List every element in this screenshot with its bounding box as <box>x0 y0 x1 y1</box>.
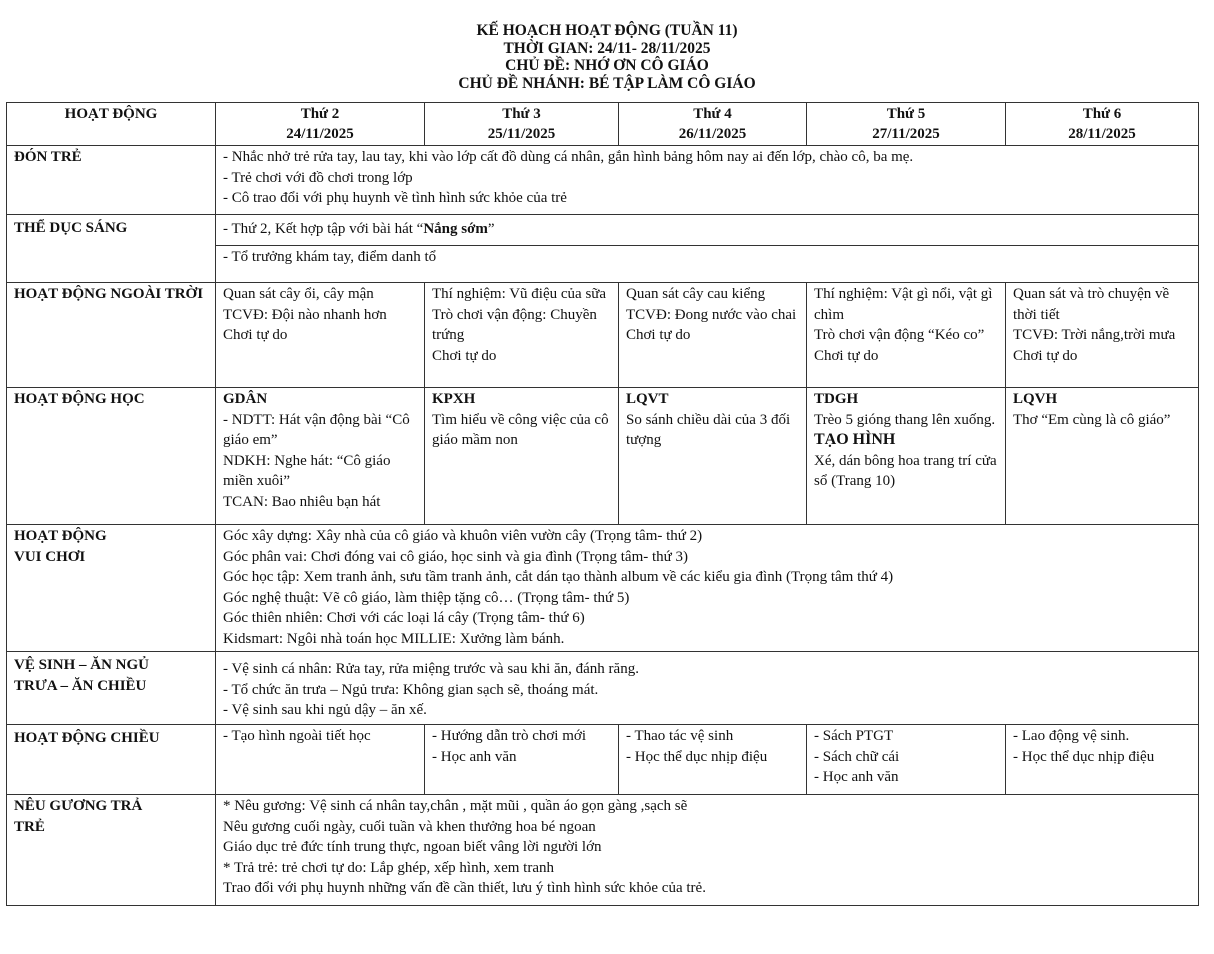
plan-theme: CHỦ ĐỀ: NHỚ ƠN CÔ GIÁO <box>505 57 709 74</box>
text-line: Nêu gương cuối ngày, cuối tuần và khen thưởng hoa bé ngoan <box>223 818 596 835</box>
text-line: - NDTT: Hát vận động bài “Cô giáo em” <box>223 411 410 448</box>
text-line: Góc thiên nhiên: Chơi với các loại lá cây (Trọng tâm- thứ 6) <box>223 610 585 626</box>
row-label: ĐÓN TRẺ <box>7 146 216 215</box>
the-duc-line-1 <box>216 215 1199 246</box>
text-line: NDKH: Nghe hát: “Cô giáo miền xuôi” <box>223 452 391 489</box>
chieu-fri <box>1006 725 1199 795</box>
text-line: Quan sát và trò chuyện về thời tiết <box>1013 286 1170 323</box>
text-line: Trao đổi với phụ huynh những vấn đề cần thiết, lưu ý tình hình sức khỏe của trẻ. <box>223 880 706 896</box>
text-line: - Tổ chức ăn trưa – Ngủ trưa: Không gian sạch sẽ, thoáng mát. <box>223 681 599 698</box>
row-label: NÊU GƯƠNG TRẢ TRẺ <box>7 795 216 906</box>
text-line: TCVĐ: Đội nào nhanh hơn <box>223 306 387 323</box>
text-line: - Tạo hình ngoài tiết học <box>223 728 371 744</box>
subject-title: TDGH <box>814 391 859 407</box>
hoc-tue <box>425 388 619 525</box>
text-line: Trèo 5 gióng thang lên xuống. <box>814 411 996 428</box>
ngoai-troi-thu <box>807 283 1006 388</box>
day-date: 26/11/2025 <box>678 126 747 142</box>
row-hoat-dong-chieu <box>7 725 1199 795</box>
subject-title: LQVH <box>1013 391 1058 407</box>
vui-choi-content <box>216 525 1199 652</box>
col-header-fri <box>1006 103 1199 146</box>
text-line: - Vệ sinh sau khi ngủ dậy – ăn xế. <box>223 702 427 718</box>
song-title: Nắng sớm <box>423 221 488 238</box>
text-line: Góc xây dựng: Xây nhà của cô giáo và khuôn viên vườn cây (Trọng tâm- thứ 2) <box>223 528 703 544</box>
chieu-thu <box>807 725 1006 795</box>
text-line: Trò chơi vận động: Chuyền trứng <box>432 306 597 343</box>
day-name: Thứ 3 <box>502 106 541 122</box>
row-label: HOẠT ĐỘNG CHIỀU <box>7 725 216 795</box>
subject-title: LQVT <box>626 391 669 407</box>
col-header-tue <box>425 103 619 146</box>
text-line: Xé, dán bông hoa trang trí cửa sổ (Trang 10) <box>814 452 997 489</box>
neu-guong-content <box>216 795 1199 906</box>
day-date: 27/11/2025 <box>872 126 940 142</box>
day-name: Thứ 5 <box>886 106 926 122</box>
text-line: - Học thể dục nhịp điệu <box>626 748 768 765</box>
text-line: - Sách chữ cái <box>814 748 900 765</box>
text-line: - Cô trao đổi với phụ huynh về tình hình sức khỏe của trẻ <box>223 190 567 206</box>
chieu-wed <box>619 725 807 795</box>
text-line: Chơi tự do <box>626 327 691 343</box>
text-line: Chơi tự do <box>1013 347 1078 364</box>
text-line: Quan sát cây ổi, cây mận <box>223 286 374 302</box>
hoc-thu <box>807 388 1006 525</box>
text-line: * Nêu gương: Vệ sinh cá nhân tay,chân , mặt mũi , quần áo gọn gàng ,sạch sẽ <box>223 798 688 814</box>
day-name: Thứ 4 <box>693 106 732 122</box>
text-line: - Sách PTGT <box>814 728 894 744</box>
day-date: 28/11/2025 <box>1068 126 1136 142</box>
col-header-wed <box>619 103 807 146</box>
chieu-mon <box>216 725 425 795</box>
row-label: THỂ DỤC SÁNG <box>7 215 216 283</box>
row-vui-choi <box>7 525 1199 652</box>
plan-subtheme: CHỦ ĐỀ NHÁNH: BÉ TẬP LÀM CÔ GIÁO <box>458 74 756 92</box>
hoc-wed <box>619 388 807 525</box>
don-tre-content <box>216 146 1199 215</box>
row-label: HOẠT ĐỘNG VUI CHƠI <box>7 525 216 652</box>
text-line: Quan sát cây cau kiểng <box>626 286 766 302</box>
text-line: So sánh chiều dài của 3 đối tượng <box>626 411 791 448</box>
ve-sinh-content <box>216 652 1199 725</box>
text-line: - Lao động vệ sinh. <box>1013 728 1130 744</box>
subject-title: KPXH <box>432 391 476 407</box>
text-line: - Trẻ chơi với đồ chơi trong lớp <box>223 169 413 186</box>
plan-time: THỜI GIAN: 24/11- 28/11/2025 <box>503 39 711 57</box>
ngoai-troi-wed <box>619 283 807 388</box>
text-fragment: - Thứ 2, Kết hợp tập với bài hát “ <box>223 221 424 238</box>
ngoai-troi-mon <box>216 283 425 388</box>
hoc-fri <box>1006 388 1199 525</box>
text-line: - Thao tác vệ sinh <box>626 728 734 744</box>
text-line: TCVĐ: Đong nước vào chai <box>626 306 797 323</box>
plan-title: KẾ HOẠCH HOẠT ĐỘNG (TUẦN 11) <box>476 22 738 39</box>
subject-title: GDÂN <box>223 391 268 407</box>
row-don-tre <box>7 146 1199 215</box>
ngoai-troi-fri <box>1006 283 1199 388</box>
weekly-plan-table <box>6 102 1199 906</box>
chieu-tue <box>425 725 619 795</box>
text-line: Thí nghiệm: Vật gì nổi, vật gì chìm <box>814 286 993 323</box>
plan-header <box>0 22 1214 92</box>
day-name: Thứ 2 <box>300 106 340 122</box>
text-line: Tìm hiểu về công việc của cô giáo mầm non <box>432 411 609 448</box>
row-label: HOẠT ĐỘNG NGOÀI TRỜI <box>7 283 216 388</box>
text-line: Kidsmart: Ngôi nhà toán học MILLIE: Xưởng làm bánh. <box>223 630 565 647</box>
text-line: Trò chơi vận động “Kéo co” <box>814 327 985 343</box>
ngoai-troi-tue <box>425 283 619 388</box>
text-line: - Nhắc nhở trẻ rửa tay, lau tay, khi vào lớp cất đồ dùng cá nhân, gắn hình bảng hôm nay ai đến lớp, chào cô, ba mẹ. <box>223 149 914 165</box>
text-fragment: ” <box>487 221 495 238</box>
text-line: Chơi tự do <box>814 347 879 364</box>
row-the-duc-sang <box>7 215 1199 246</box>
text-line: TCVĐ: Trời nắng,trời mưa <box>1013 327 1176 343</box>
text-line: - Hướng dẫn trò chơi mới <box>432 728 586 744</box>
text-line: Thí nghiệm: Vũ điệu của sữa <box>432 286 607 302</box>
table-header-row <box>7 103 1199 146</box>
hoc-mon <box>216 388 425 525</box>
text-line: - Học anh văn <box>814 769 899 785</box>
text-line: TCAN: Bao nhiêu bạn hát <box>223 493 381 510</box>
subject-title: TẠO HÌNH <box>814 431 896 448</box>
day-name: Thứ 6 <box>1082 106 1122 122</box>
day-date: 24/11/2025 <box>286 126 354 142</box>
text-line: * Trả trẻ: trẻ chơi tự do: Lắp ghép, xếp hình, xem tranh <box>223 859 554 876</box>
text-line: Giáo dục trẻ đức tính trung thực, ngoan biết vâng lời người lớn <box>223 839 602 855</box>
row-ve-sinh <box>7 652 1199 725</box>
text-line: Góc nghệ thuật: Vẽ cô giáo, làm thiệp tặng cô… (Trọng tâm- thứ 5) <box>223 589 630 606</box>
text-line: - Học anh văn <box>432 748 517 765</box>
text-line: - Vệ sinh cá nhân: Rửa tay, rửa miệng trước và sau khi ăn, đánh răng. <box>223 661 639 677</box>
row-neu-guong <box>7 795 1199 906</box>
text-line: Chơi tự do <box>432 347 497 364</box>
col-header-activity: HOẠT ĐỘNG <box>7 103 216 146</box>
row-ngoai-troi <box>7 283 1199 388</box>
text-line: Góc học tập: Xem tranh ảnh, sưu tầm tranh ảnh, cắt dán tạo thành album về các kiểu gia đình (Trọng tâm thứ 4) <box>223 569 894 585</box>
row-hoat-dong-hoc <box>7 388 1199 525</box>
row-label: VỆ SINH – ĂN NGỦ TRƯA – ĂN CHIỀU <box>7 652 216 725</box>
text-line: Thơ “Em cùng là cô giáo” <box>1013 411 1171 428</box>
text-line: Góc phân vai: Chơi đóng vai cô giáo, học sinh và gia đình (Trọng tâm- thứ 3) <box>223 548 689 565</box>
text-line: - Học thể dục nhịp điệu <box>1013 748 1155 765</box>
row-label: HOẠT ĐỘNG HỌC <box>7 388 216 525</box>
col-header-mon <box>216 103 425 146</box>
the-duc-line-2: - Tổ trưởng khám tay, điểm danh tổ <box>216 246 1199 283</box>
col-header-thu <box>807 103 1006 146</box>
text-line: Chơi tự do <box>223 327 288 343</box>
day-date: 25/11/2025 <box>487 126 556 142</box>
